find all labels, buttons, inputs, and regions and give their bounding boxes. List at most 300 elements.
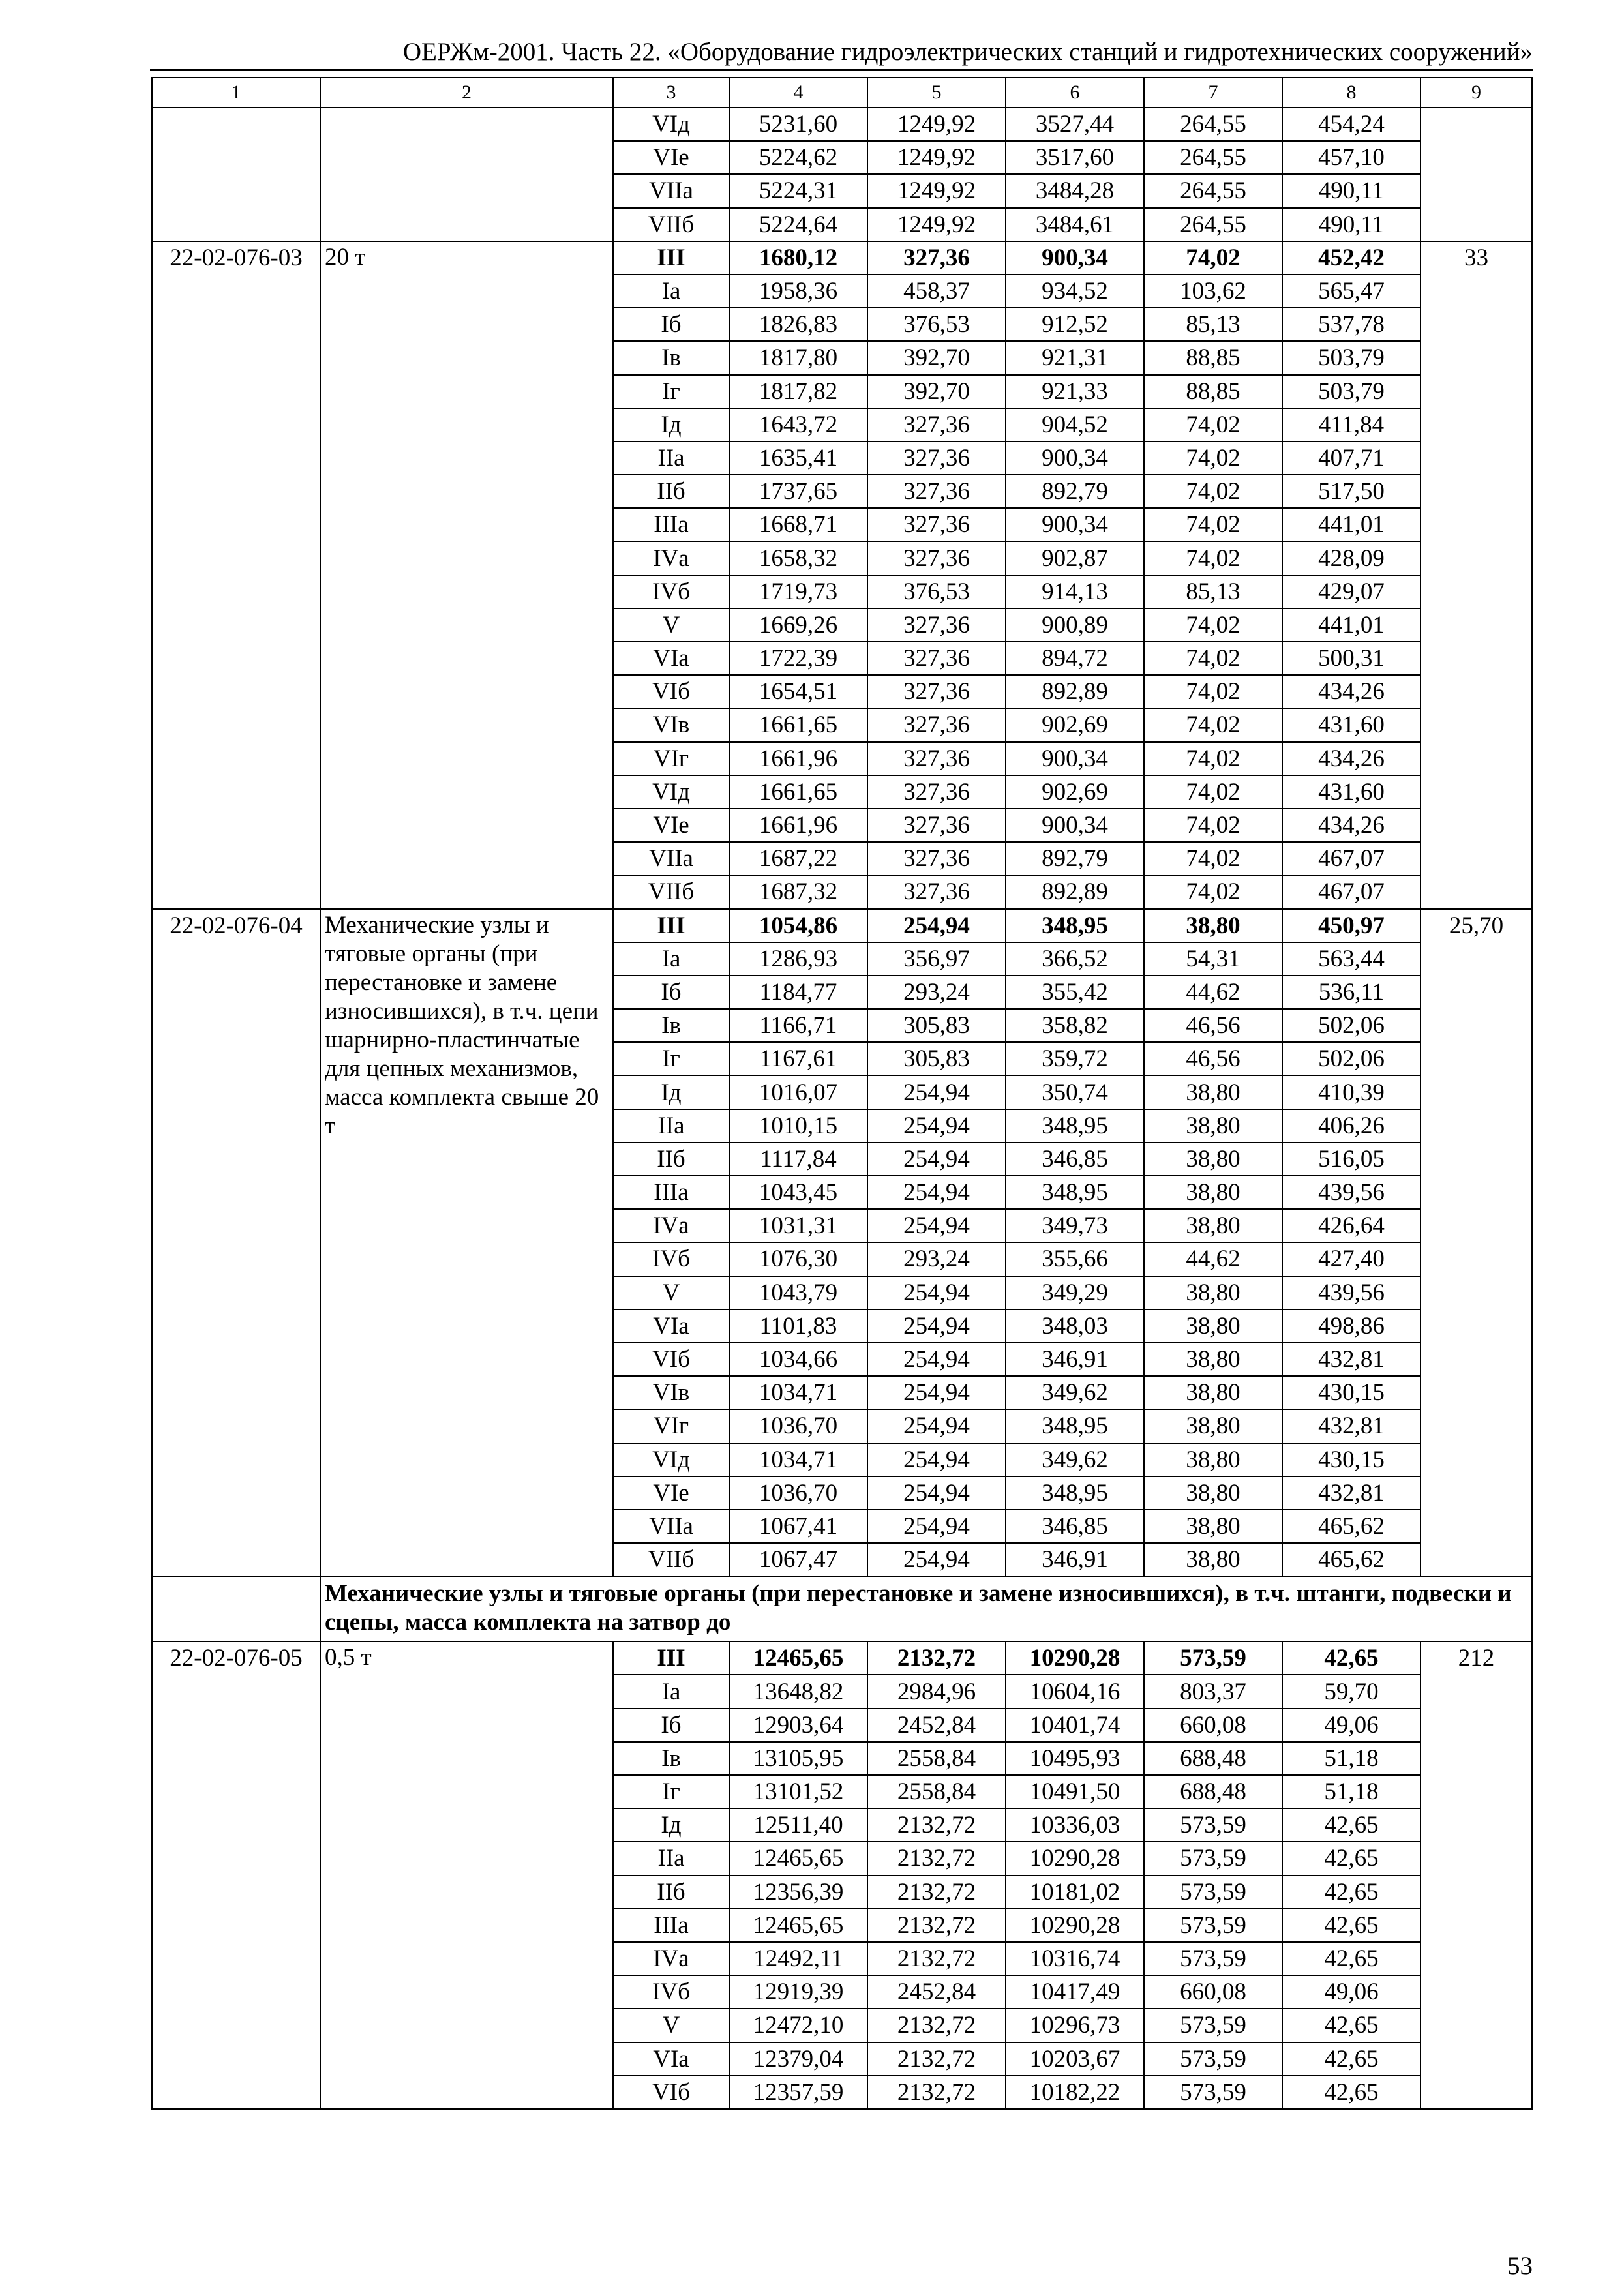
value-cell: 38,80 (1144, 1109, 1282, 1143)
value-cell: 914,13 (1006, 575, 1144, 608)
value-cell: 498,86 (1282, 1309, 1421, 1343)
value-cell: 573,59 (1144, 1641, 1282, 1675)
value-cell: 74,02 (1144, 541, 1282, 575)
value-cell: 327,36 (867, 475, 1006, 508)
value-cell: 573,59 (1144, 2009, 1282, 2042)
zone-cell: III (613, 1641, 729, 1675)
zone-cell: VIIа (613, 1510, 729, 1543)
value-cell: 346,91 (1006, 1343, 1144, 1376)
value-cell: 38,80 (1144, 909, 1282, 942)
value-cell: 490,11 (1282, 174, 1421, 207)
value-cell: 305,83 (867, 1042, 1006, 1075)
value-cell: 74,02 (1144, 708, 1282, 741)
value-cell: 902,69 (1006, 708, 1144, 741)
value-cell: 465,62 (1282, 1543, 1421, 1576)
value-cell: 500,31 (1282, 642, 1421, 675)
value-cell: 457,10 (1282, 141, 1421, 174)
value-cell: 3517,60 (1006, 141, 1144, 174)
value-cell: 10491,50 (1006, 1775, 1144, 1808)
value-cell: 573,59 (1144, 1909, 1282, 1942)
value-cell: 900,34 (1006, 241, 1144, 275)
zone-cell: Iг (613, 375, 729, 408)
zone-cell: Iг (613, 1775, 729, 1808)
zone-cell: VIIб (613, 875, 729, 908)
value-cell: 358,82 (1006, 1009, 1144, 1042)
value-cell: 1687,22 (729, 842, 867, 875)
value-cell: 1249,92 (867, 108, 1006, 141)
value-cell: 1034,66 (729, 1343, 867, 1376)
zone-cell: IVб (613, 1975, 729, 2009)
value-cell: 254,94 (867, 1343, 1006, 1376)
value-cell: 904,52 (1006, 408, 1144, 441)
value-cell: 38,80 (1144, 1343, 1282, 1376)
value-cell: 10290,28 (1006, 1909, 1144, 1942)
col9-value (1421, 108, 1532, 241)
value-cell: 348,03 (1006, 1309, 1144, 1343)
zone-cell: Iд (613, 1808, 729, 1842)
value-cell: 688,48 (1144, 1775, 1282, 1808)
value-cell: 74,02 (1144, 475, 1282, 508)
zone-cell: VIе (613, 1476, 729, 1510)
value-cell: 2132,72 (867, 1876, 1006, 1909)
value-cell: 10336,03 (1006, 1808, 1144, 1842)
value-cell: 1043,79 (729, 1276, 867, 1309)
value-cell: 1031,31 (729, 1209, 867, 1242)
value-cell: 10296,73 (1006, 2009, 1144, 2042)
value-cell: 2132,72 (867, 1808, 1006, 1842)
zone-cell: III (613, 241, 729, 275)
value-cell: 894,72 (1006, 642, 1144, 675)
zone-cell: VIа (613, 2042, 729, 2076)
section-heading: Механические узлы и тяговые органы (при перестановке и замене износившихся), в т.ч. штанги, подвески и сцепы, масса комплекта на затвор до (320, 1576, 1532, 1641)
value-cell: 38,80 (1144, 1409, 1282, 1443)
value-cell: 12356,39 (729, 1876, 867, 1909)
value-cell: 1668,71 (729, 508, 867, 541)
value-cell: 12379,04 (729, 2042, 867, 2076)
value-cell: 12511,40 (729, 1808, 867, 1842)
value-cell: 503,79 (1282, 375, 1421, 408)
value-cell: 1680,12 (729, 241, 867, 275)
value-cell: 42,65 (1282, 1909, 1421, 1942)
value-cell: 1958,36 (729, 275, 867, 308)
value-cell: 254,94 (867, 1143, 1006, 1176)
value-cell: 54,31 (1144, 942, 1282, 976)
value-cell: 432,81 (1282, 1476, 1421, 1510)
value-cell: 3484,28 (1006, 174, 1144, 207)
value-cell: 74,02 (1144, 875, 1282, 908)
value-cell: 900,34 (1006, 809, 1144, 842)
zone-cell: VIд (613, 1443, 729, 1476)
value-cell: 349,62 (1006, 1376, 1144, 1409)
value-cell: 441,01 (1282, 508, 1421, 541)
zone-cell: VIIб (613, 1543, 729, 1576)
value-cell: 327,36 (867, 241, 1006, 275)
value-cell: 42,65 (1282, 2042, 1421, 2076)
zone-cell: Iд (613, 1075, 729, 1109)
zone-cell: IVа (613, 1942, 729, 1975)
value-cell: 430,15 (1282, 1376, 1421, 1409)
value-cell: 327,36 (867, 408, 1006, 441)
value-cell: 49,06 (1282, 1709, 1421, 1742)
value-cell: 2132,72 (867, 1641, 1006, 1675)
value-cell: 264,55 (1144, 141, 1282, 174)
value-cell: 2452,84 (867, 1709, 1006, 1742)
rates-table (151, 77, 1533, 2110)
zone-cell: V (613, 1276, 729, 1309)
value-cell: 12492,11 (729, 1942, 867, 1975)
zone-cell: Iв (613, 1742, 729, 1775)
column-number: 2 (320, 78, 613, 108)
value-cell: 38,80 (1144, 1376, 1282, 1409)
value-cell: 38,80 (1144, 1309, 1282, 1343)
zone-cell: Iб (613, 1709, 729, 1742)
value-cell: 346,85 (1006, 1143, 1144, 1176)
value-cell: 348,95 (1006, 1176, 1144, 1209)
value-cell: 439,56 (1282, 1176, 1421, 1209)
value-cell: 892,79 (1006, 475, 1144, 508)
zone-cell: IVб (613, 575, 729, 608)
zone-cell: Iб (613, 976, 729, 1009)
value-cell: 10290,28 (1006, 1842, 1144, 1875)
table-row (152, 1641, 1532, 1675)
value-cell: 2132,72 (867, 1942, 1006, 1975)
value-cell: 327,36 (867, 708, 1006, 741)
zone-cell: VIв (613, 708, 729, 741)
col9-value: 33 (1421, 241, 1532, 909)
value-cell: 573,59 (1144, 1942, 1282, 1975)
value-cell: 327,36 (867, 809, 1006, 842)
value-cell: 1166,71 (729, 1009, 867, 1042)
value-cell: 1249,92 (867, 208, 1006, 241)
value-cell: 432,81 (1282, 1343, 1421, 1376)
zone-cell: IIб (613, 475, 729, 508)
value-cell: 406,26 (1282, 1109, 1421, 1143)
value-cell: 410,39 (1282, 1075, 1421, 1109)
value-cell: 1661,65 (729, 775, 867, 809)
value-cell: 38,80 (1144, 1543, 1282, 1576)
value-cell: 51,18 (1282, 1775, 1421, 1808)
value-cell: 12465,65 (729, 1842, 867, 1875)
value-cell: 450,97 (1282, 909, 1421, 942)
value-cell: 1826,83 (729, 308, 867, 341)
value-cell: 892,79 (1006, 842, 1144, 875)
value-cell: 355,42 (1006, 976, 1144, 1009)
zone-cell: Iа (613, 942, 729, 976)
value-cell: 431,60 (1282, 775, 1421, 809)
value-cell: 85,13 (1144, 575, 1282, 608)
zone-cell: IIIа (613, 1909, 729, 1942)
value-cell: 44,62 (1144, 976, 1282, 1009)
value-cell: 573,59 (1144, 2042, 1282, 2076)
value-cell: 38,80 (1144, 1075, 1282, 1109)
value-cell: 516,05 (1282, 1143, 1421, 1176)
value-cell: 254,94 (867, 1176, 1006, 1209)
value-cell: 38,80 (1144, 1510, 1282, 1543)
value-cell: 348,95 (1006, 1476, 1144, 1510)
value-cell: 254,94 (867, 1309, 1006, 1343)
value-cell: 38,80 (1144, 1443, 1282, 1476)
zone-cell: Iг (613, 1042, 729, 1075)
zone-cell: IIб (613, 1876, 729, 1909)
value-cell: 1034,71 (729, 1376, 867, 1409)
value-cell: 13101,52 (729, 1775, 867, 1808)
value-cell: 5224,62 (729, 141, 867, 174)
value-cell: 42,65 (1282, 2076, 1421, 2109)
value-cell: 573,59 (1144, 1842, 1282, 1875)
value-cell: 392,70 (867, 375, 1006, 408)
header-rule (150, 69, 1533, 71)
value-cell: 349,62 (1006, 1443, 1144, 1476)
value-cell: 1117,84 (729, 1143, 867, 1176)
column-number: 8 (1282, 78, 1421, 108)
value-cell: 1817,80 (729, 341, 867, 374)
value-cell: 2558,84 (867, 1775, 1006, 1808)
value-cell: 1669,26 (729, 608, 867, 642)
column-number-row (152, 78, 1532, 108)
item-description: 20 т (320, 241, 613, 909)
zone-cell: Iб (613, 308, 729, 341)
value-cell: 38,80 (1144, 1476, 1282, 1510)
value-cell: 2984,96 (867, 1675, 1006, 1708)
value-cell: 3484,61 (1006, 208, 1144, 241)
value-cell: 1661,96 (729, 809, 867, 842)
value-cell: 254,94 (867, 1276, 1006, 1309)
column-number: 9 (1421, 78, 1532, 108)
value-cell: 1286,93 (729, 942, 867, 976)
value-cell: 900,89 (1006, 608, 1144, 642)
value-cell: 1036,70 (729, 1476, 867, 1510)
value-cell: 366,52 (1006, 942, 1144, 976)
value-cell: 305,83 (867, 1009, 1006, 1042)
value-cell: 660,08 (1144, 1709, 1282, 1742)
value-cell: 458,37 (867, 275, 1006, 308)
value-cell: 900,34 (1006, 441, 1144, 475)
value-cell: 892,89 (1006, 675, 1144, 708)
value-cell: 254,94 (867, 1209, 1006, 1242)
value-cell: 803,37 (1144, 1675, 1282, 1708)
value-cell: 376,53 (867, 575, 1006, 608)
value-cell: 2132,72 (867, 2009, 1006, 2042)
value-cell: 431,60 (1282, 708, 1421, 741)
value-cell: 74,02 (1144, 408, 1282, 441)
value-cell: 502,06 (1282, 1009, 1421, 1042)
value-cell: 46,56 (1144, 1009, 1282, 1042)
value-cell: 429,07 (1282, 575, 1421, 608)
value-cell: 465,62 (1282, 1510, 1421, 1543)
item-code: 22-02-076-03 (152, 241, 320, 909)
zone-cell: Iв (613, 341, 729, 374)
value-cell: 921,31 (1006, 341, 1144, 374)
zone-cell: IIа (613, 1109, 729, 1143)
value-cell: 892,89 (1006, 875, 1144, 908)
value-cell: 74,02 (1144, 742, 1282, 775)
value-cell: 5224,31 (729, 174, 867, 207)
value-cell: 1661,65 (729, 708, 867, 741)
value-cell: 10495,93 (1006, 1742, 1144, 1775)
value-cell: 434,26 (1282, 742, 1421, 775)
value-cell: 2558,84 (867, 1742, 1006, 1775)
zone-cell: IIб (613, 1143, 729, 1176)
value-cell: 327,36 (867, 508, 1006, 541)
value-cell: 912,52 (1006, 308, 1144, 341)
value-cell: 327,36 (867, 775, 1006, 809)
value-cell: 467,07 (1282, 875, 1421, 908)
table-row (152, 241, 1532, 275)
zone-cell: Iа (613, 275, 729, 308)
zone-cell: VIе (613, 809, 729, 842)
column-number: 4 (729, 78, 867, 108)
value-cell: 42,65 (1282, 1808, 1421, 1842)
zone-cell: VIг (613, 742, 729, 775)
value-cell: 85,13 (1144, 308, 1282, 341)
value-cell: 74,02 (1144, 608, 1282, 642)
item-description: 0,5 т (320, 1641, 613, 2109)
value-cell: 454,24 (1282, 108, 1421, 141)
value-cell: 452,42 (1282, 241, 1421, 275)
value-cell: 490,11 (1282, 208, 1421, 241)
value-cell: 327,36 (867, 675, 1006, 708)
value-cell: 1054,86 (729, 909, 867, 942)
value-cell: 327,36 (867, 441, 1006, 475)
value-cell: 38,80 (1144, 1143, 1282, 1176)
value-cell: 254,94 (867, 909, 1006, 942)
value-cell: 74,02 (1144, 241, 1282, 275)
value-cell: 327,36 (867, 541, 1006, 575)
value-cell: 74,02 (1144, 642, 1282, 675)
value-cell: 327,36 (867, 742, 1006, 775)
value-cell: 3527,44 (1006, 108, 1144, 141)
value-cell: 1067,41 (729, 1510, 867, 1543)
zone-cell: IVа (613, 1209, 729, 1242)
value-cell: 327,36 (867, 875, 1006, 908)
value-cell: 1635,41 (729, 441, 867, 475)
value-cell: 88,85 (1144, 375, 1282, 408)
value-cell: 439,56 (1282, 1276, 1421, 1309)
value-cell: 42,65 (1282, 1876, 1421, 1909)
zone-cell: Iд (613, 408, 729, 441)
table-row (152, 108, 1532, 141)
value-cell: 565,47 (1282, 275, 1421, 308)
value-cell: 42,65 (1282, 1842, 1421, 1875)
value-cell: 10417,49 (1006, 1975, 1144, 2009)
value-cell: 51,18 (1282, 1742, 1421, 1775)
value-cell: 921,33 (1006, 375, 1144, 408)
value-cell: 376,53 (867, 308, 1006, 341)
value-cell: 1076,30 (729, 1242, 867, 1276)
value-cell: 59,70 (1282, 1675, 1421, 1708)
value-cell: 348,95 (1006, 909, 1144, 942)
value-cell: 1687,32 (729, 875, 867, 908)
value-cell: 46,56 (1144, 1042, 1282, 1075)
value-cell: 503,79 (1282, 341, 1421, 374)
item-code: 22-02-076-04 (152, 909, 320, 1577)
value-cell: 346,85 (1006, 1510, 1144, 1543)
value-cell: 10604,16 (1006, 1675, 1144, 1708)
value-cell: 348,95 (1006, 1409, 1144, 1443)
column-number: 3 (613, 78, 729, 108)
value-cell: 13105,95 (729, 1742, 867, 1775)
value-cell: 517,50 (1282, 475, 1421, 508)
column-number: 6 (1006, 78, 1144, 108)
value-cell: 13648,82 (729, 1675, 867, 1708)
value-cell: 359,72 (1006, 1042, 1144, 1075)
value-cell: 430,15 (1282, 1443, 1421, 1476)
item-description (320, 108, 613, 241)
page-number: 53 (1507, 2252, 1533, 2280)
value-cell: 12357,59 (729, 2076, 867, 2109)
zone-cell: IVа (613, 541, 729, 575)
zone-cell: V (613, 608, 729, 642)
zone-cell: IIа (613, 1842, 729, 1875)
value-cell: 902,87 (1006, 541, 1144, 575)
value-cell: 348,95 (1006, 1109, 1144, 1143)
value-cell: 1654,51 (729, 675, 867, 708)
value-cell: 426,64 (1282, 1209, 1421, 1242)
value-cell: 49,06 (1282, 1975, 1421, 2009)
value-cell: 356,97 (867, 942, 1006, 976)
value-cell: 432,81 (1282, 1409, 1421, 1443)
col9-value: 212 (1421, 1641, 1532, 2109)
zone-cell: VIе (613, 141, 729, 174)
value-cell: 74,02 (1144, 508, 1282, 541)
value-cell: 1034,71 (729, 1443, 867, 1476)
zone-cell: VIб (613, 2076, 729, 2109)
zone-cell: III (613, 909, 729, 942)
zone-cell: Iа (613, 1675, 729, 1708)
value-cell: 2132,72 (867, 2042, 1006, 2076)
value-cell: 1016,07 (729, 1075, 867, 1109)
value-cell: 536,11 (1282, 976, 1421, 1009)
value-cell: 5231,60 (729, 108, 867, 141)
value-cell: 254,94 (867, 1109, 1006, 1143)
zone-cell: IIIа (613, 1176, 729, 1209)
zone-cell: IIIа (613, 508, 729, 541)
value-cell: 411,84 (1282, 408, 1421, 441)
value-cell: 902,69 (1006, 775, 1144, 809)
value-cell: 428,09 (1282, 541, 1421, 575)
value-cell: 2132,72 (867, 1842, 1006, 1875)
value-cell: 1184,77 (729, 976, 867, 1009)
value-cell: 293,24 (867, 1242, 1006, 1276)
zone-cell: VIг (613, 1409, 729, 1443)
value-cell: 88,85 (1144, 341, 1282, 374)
value-cell: 42,65 (1282, 1641, 1421, 1675)
value-cell: 254,94 (867, 1075, 1006, 1109)
value-cell: 5224,64 (729, 208, 867, 241)
zone-cell: IIа (613, 441, 729, 475)
value-cell: 900,34 (1006, 742, 1144, 775)
value-cell: 10316,74 (1006, 1942, 1144, 1975)
zone-cell: VIб (613, 675, 729, 708)
value-cell: 1658,32 (729, 541, 867, 575)
value-cell: 573,59 (1144, 1876, 1282, 1909)
value-cell: 293,24 (867, 976, 1006, 1009)
value-cell: 573,59 (1144, 1808, 1282, 1842)
table-row (152, 909, 1532, 942)
value-cell: 74,02 (1144, 775, 1282, 809)
zone-cell: VIIа (613, 842, 729, 875)
zone-cell: VIд (613, 775, 729, 809)
value-cell: 392,70 (867, 341, 1006, 374)
value-cell: 1737,65 (729, 475, 867, 508)
value-cell: 12903,64 (729, 1709, 867, 1742)
value-cell: 346,91 (1006, 1543, 1144, 1576)
value-cell: 349,29 (1006, 1276, 1144, 1309)
value-cell: 502,06 (1282, 1042, 1421, 1075)
value-cell: 1249,92 (867, 174, 1006, 207)
value-cell: 427,40 (1282, 1242, 1421, 1276)
value-cell: 42,65 (1282, 1942, 1421, 1975)
